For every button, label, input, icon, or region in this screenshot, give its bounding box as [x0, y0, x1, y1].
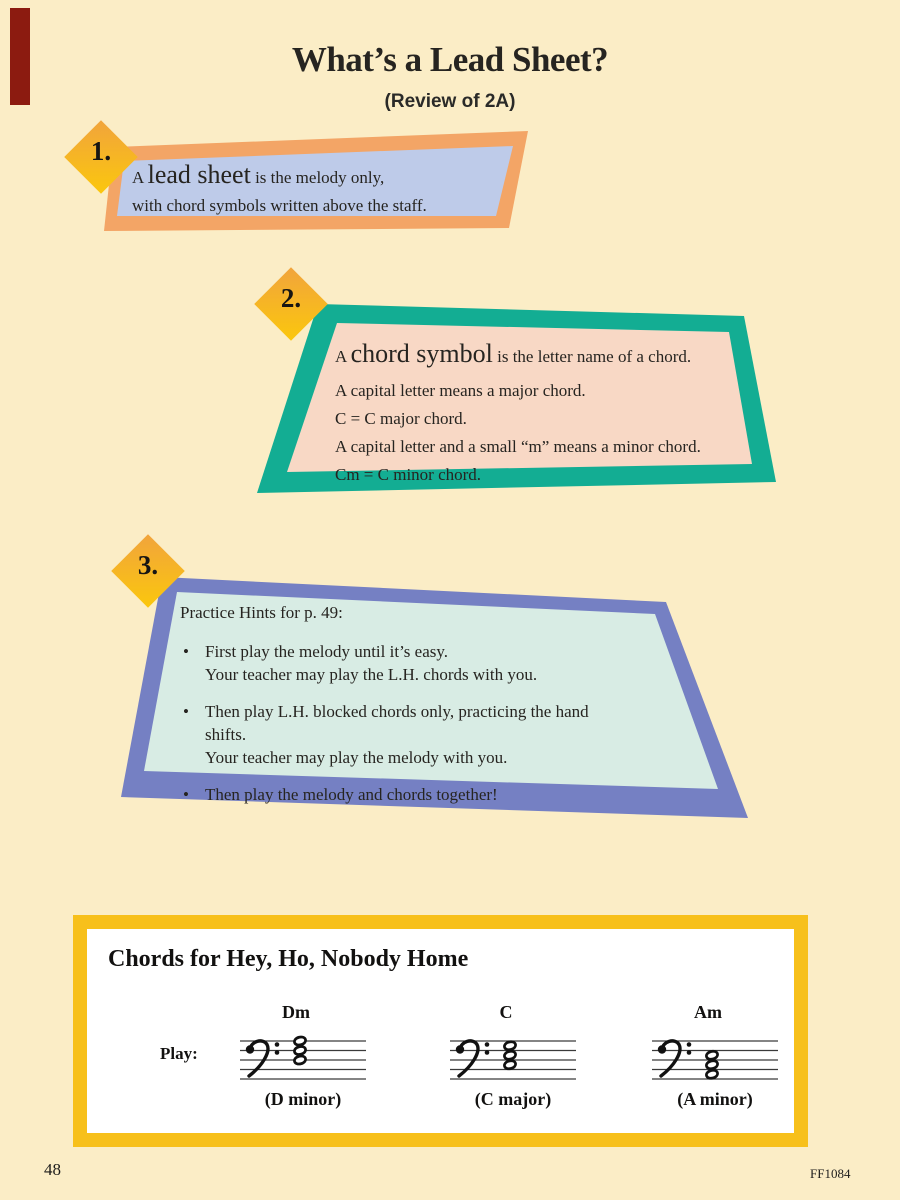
- chord-symbol-line4: A capital letter and a small “m” means a minor chord.: [335, 437, 701, 456]
- notehead: [292, 1053, 308, 1067]
- chord-symbol-note: [335, 337, 735, 489]
- practice-hint-item: • First play the melody until it’s easy. Your teacher may play the L.H. chords with you.: [205, 640, 600, 686]
- practice-hints-note: [180, 602, 600, 806]
- bass-staff-am: [650, 1035, 780, 1085]
- lead-sheet-note: [132, 160, 502, 218]
- chord-name-am: (A minor): [677, 1089, 753, 1109]
- chord-symbol-am: Am: [694, 1002, 722, 1022]
- lead-sheet-line2: with chord symbols written above the staff.: [132, 196, 427, 215]
- section-badge-1: [63, 119, 139, 195]
- chord-symbol-line5: Cm = C minor chord.: [335, 465, 482, 484]
- bass-staff-c: [448, 1035, 578, 1085]
- term-chord-symbol: chord symbol: [350, 339, 493, 368]
- practice-hints-list: [180, 640, 600, 806]
- catalog-number: FF1084: [810, 1166, 851, 1181]
- section-badge-3: [110, 533, 186, 609]
- section-number: 3.: [137, 550, 159, 580]
- chord-name-c: (C major): [474, 1089, 552, 1109]
- practice-hint-item: • Then play the melody and chords together!: [205, 783, 600, 806]
- chord-symbol-line1: A chord symbol is the letter name of a chord.: [335, 339, 692, 368]
- bass-clef-icon: [246, 1041, 279, 1076]
- section-number: 1.: [90, 136, 112, 166]
- chord-symbol-dm: Dm: [282, 1002, 310, 1022]
- page-number: 48: [44, 1160, 61, 1179]
- page-title: What’s a Lead Sheet?: [291, 40, 609, 79]
- chords-box-title: Chords for Hey, Ho, Nobody Home: [108, 946, 469, 972]
- chord-symbol-c: C: [499, 1002, 513, 1022]
- bass-clef-icon: [456, 1041, 490, 1076]
- play-label: Play:: [160, 1044, 198, 1063]
- chord-symbol-line2: A capital letter means a major chord.: [335, 381, 586, 400]
- section-number: 2.: [280, 283, 302, 313]
- bass-clef-icon: [658, 1041, 692, 1076]
- lead-sheet-line1: A lead sheet is the melody only,: [132, 160, 385, 189]
- chord-symbol-line3: C = C major chord.: [335, 409, 467, 428]
- practice-hints-heading: Practice Hints for p. 49:: [180, 603, 343, 622]
- section-badge-2: [253, 266, 329, 342]
- page-subtitle: (Review of 2A): [384, 91, 516, 112]
- bass-staff-dm: [238, 1035, 368, 1085]
- term-lead-sheet: lead sheet: [147, 160, 251, 189]
- practice-hint-item: • Then play L.H. blocked chords only, practicing the hand shifts. Your teacher may play the melody with you.: [205, 700, 600, 769]
- chord-name-dm: (D minor): [264, 1089, 342, 1109]
